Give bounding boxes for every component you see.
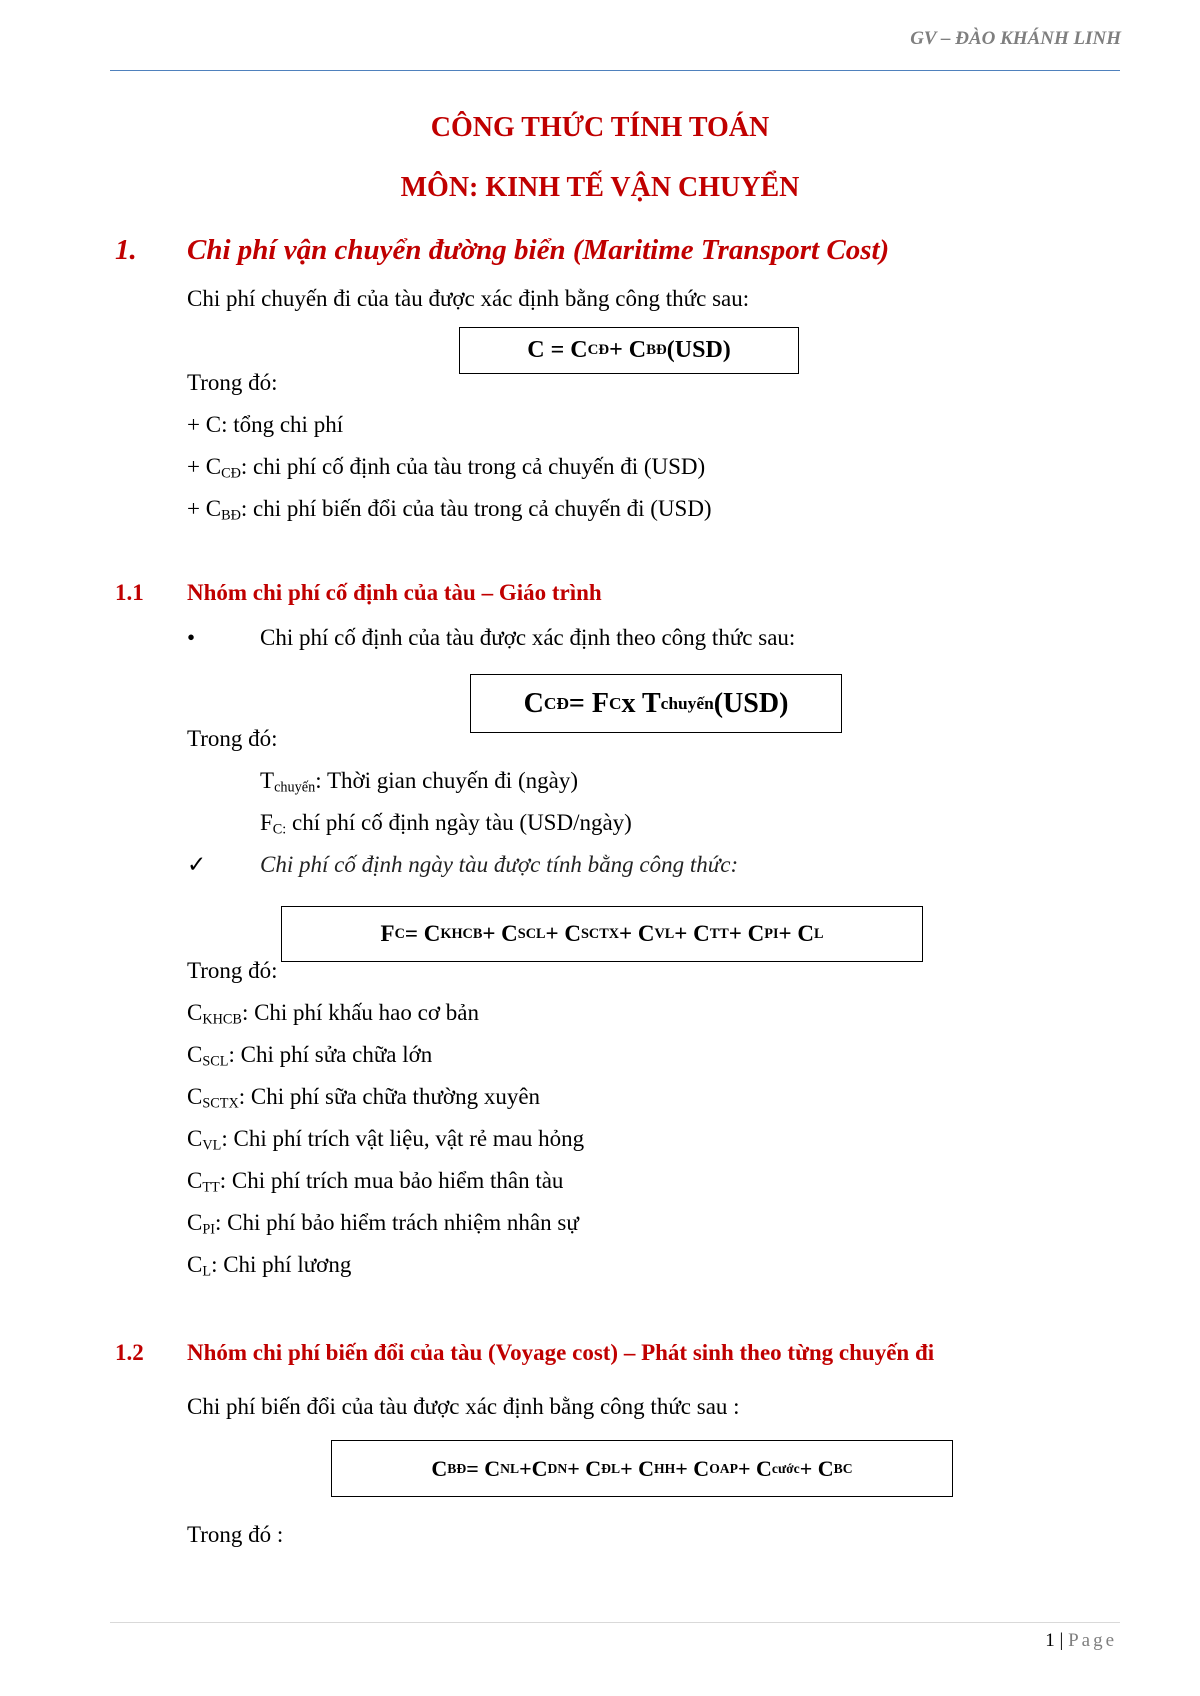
formula-variable-sub-6: cước: [771, 1460, 800, 1476]
section-1-1-bullet-text: Chi phí cố định của tàu được xác định theo công thức sau:: [260, 625, 796, 650]
formula-daily-fixed-cost: [281, 906, 923, 962]
formula-daily-sub-1: KHCB: [440, 925, 483, 942]
formula-daily-term-6: + C: [728, 921, 765, 946]
formula-daily-sub-3: SCTX: [581, 925, 620, 942]
checkmark-icon: ✓: [187, 852, 207, 877]
formula-total-sub-bd: BĐ: [646, 342, 667, 358]
formula-daily-sub-6: PI: [764, 925, 779, 942]
section-1-2-heading: Nhóm chi phí biến đổi của tàu (Voyage cost) – Phát sinh theo từng chuyến đi: [187, 1340, 935, 1365]
section-1-1-number: 1.1: [115, 580, 144, 605]
formula-total-sub-cd: CĐ: [587, 342, 610, 358]
header-divider: [110, 70, 1120, 71]
formula-variable-sub-7: BC: [833, 1460, 853, 1476]
formula-daily-sub-0: C: [394, 925, 405, 942]
formula-daily-term-2: + C: [482, 921, 518, 946]
page-footer: [1045, 1630, 1117, 1652]
formula-daily-term-1: = C: [404, 921, 441, 946]
formula-variable-sub-1: NL: [500, 1460, 520, 1476]
section-1-2-trong-do: Trong đó :: [187, 1522, 284, 1547]
page-label: Page: [1068, 1630, 1117, 1651]
cost-definition-5: $C_{PI}$: Chi phí bảo hiểm trách nhiệm nhân sự: [187, 1210, 579, 1238]
page-number: 1: [1045, 1630, 1055, 1651]
section-1-2-number: 1.2: [115, 1340, 144, 1365]
section-1-1-heading: Nhóm chi phí cố định của tàu – Giáo trình: [187, 580, 602, 605]
formula-variable-term-3: + C: [567, 1455, 602, 1481]
formula-variable-sub-3: ĐL: [601, 1460, 621, 1476]
section-1-1-trong-do: Trong đó:: [187, 726, 278, 751]
formula-daily-term-5: + C: [674, 921, 710, 946]
section-1-item-3: + $C_{BĐ}$: chi phí biến đổi của tàu trong cả chuyến đi (USD): [187, 496, 712, 524]
formula-daily-sub-2: SCL: [517, 925, 546, 942]
formula-variable-sub-5: OAP: [709, 1460, 738, 1476]
formula-variable-sub-2: DN: [547, 1460, 568, 1476]
formula-variable-term-5: + C: [675, 1455, 710, 1481]
page-separator: |: [1054, 1630, 1069, 1651]
formula-daily-term-3: + C: [545, 921, 581, 946]
formula-variable-sub-4: HH: [654, 1460, 676, 1476]
formula-variable-term-7: + C: [799, 1455, 834, 1481]
cost-definition-2: $C_{SCTX}$: Chi phí sữa chữa thường xuyên: [187, 1084, 541, 1112]
section-1-1-item-1: $T_{chuyến}$: Thời gian chuyến đi (ngày): [260, 768, 578, 796]
section-1-number: 1.: [115, 234, 137, 266]
formula-variable-sub-0: BĐ: [447, 1460, 467, 1476]
section-1-2-intro: Chi phí biến đổi của tàu được xác định bằng công thức sau :: [187, 1394, 740, 1419]
section-1-1-trong-do-2: Trong đó:: [187, 958, 278, 983]
cost-definition-6: $C_L$: Chi phí lương: [187, 1252, 352, 1280]
section-1-intro: Chi phí chuyến đi của tàu được xác định bằng công thức sau:: [187, 286, 750, 311]
formula-daily-term-7: + C: [778, 921, 814, 946]
section-1-item-2: + $C_{CĐ}$: chi phí cố định của tàu trong cả chuyến đi (USD): [187, 454, 706, 482]
header-author: GV – ĐÀO KHÁNH LINH: [910, 28, 1121, 49]
formula-total-c: C = C: [527, 337, 588, 363]
formula-variable-cost: [331, 1440, 953, 1497]
formula-variable-term-4: + C: [620, 1455, 655, 1481]
cost-definition-3: $C_{VL}$: Chi phí trích vật liệu, vật rẻ mau hỏng: [187, 1126, 585, 1154]
formula-daily-sub-5: TT: [709, 925, 729, 942]
formula-total-cost: [459, 327, 799, 374]
formula-fixed-cost: C CĐ = F C x T chuyến (USD): [470, 674, 842, 733]
formula-daily-sub-7: L: [813, 925, 824, 942]
cost-definition-4: $C_{TT}$: Chi phí trích mua bảo hiểm thân tàu: [187, 1168, 564, 1196]
section-1-1-check-text: Chi phí cố định ngày tàu được tính bằng công thức:: [260, 852, 739, 877]
formula-variable-term-6: + C: [737, 1455, 772, 1481]
formula-variable-term-0: C: [431, 1455, 448, 1481]
section-1-item-1: + C: tổng chi phí: [187, 412, 344, 437]
formula-total-plus: + C: [609, 337, 647, 363]
formula-daily-term-0: F: [380, 921, 395, 946]
bullet-icon: •: [187, 625, 196, 650]
document-subtitle: MÔN: KINH TẾ VẬN CHUYỂN: [400, 172, 800, 203]
section-1-trong-do: Trong đó:: [187, 370, 278, 395]
formula-total-unit: (USD): [666, 337, 731, 363]
cost-definition-0: $C_{KHCB}$: Chi phí khấu hao cơ bản: [187, 1000, 479, 1028]
cost-definition-1: $C_{SCL}$: Chi phí sửa chữa lớn: [187, 1042, 433, 1070]
formula-daily-sub-4: VL: [654, 925, 675, 942]
section-1-1-item-2: $F_{C:}$ chí phí cố định ngày tàu (USD/ngày): [260, 810, 632, 838]
formula-daily-term-4: + C: [619, 921, 655, 946]
footer-divider: [110, 1622, 1120, 1623]
document-title: CÔNG THỨC TÍNH TOÁN: [430, 112, 770, 143]
formula-variable-term-2: +C: [519, 1455, 548, 1481]
formula-variable-term-1: = C: [466, 1455, 501, 1481]
section-1-heading: Chi phí vận chuyển đường biển (Maritime Transport Cost): [187, 234, 890, 266]
